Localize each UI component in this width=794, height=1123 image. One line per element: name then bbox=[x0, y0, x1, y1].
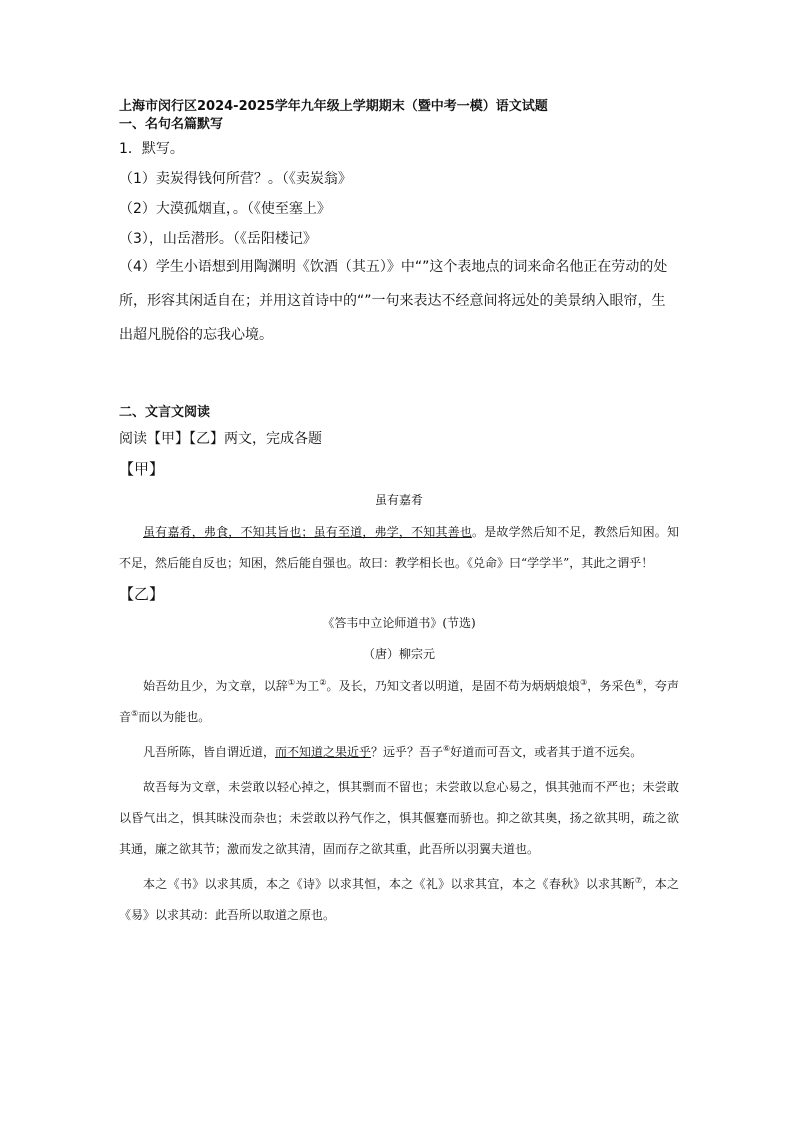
passage-jia-underlined: 虽有嘉肴，弗食，不知其旨也；虽有至道，弗学，不知其善也 bbox=[143, 525, 473, 539]
footnote-marker: ③ bbox=[580, 678, 588, 687]
footnote-marker: ⑥ bbox=[443, 744, 451, 753]
passage-jia-title: 虽有嘉肴 bbox=[374, 493, 423, 507]
passage-yi-paragraph-1 bbox=[119, 671, 679, 733]
document-content bbox=[119, 98, 679, 931]
footnote-marker: ⑤ bbox=[131, 709, 139, 718]
text-span: 为工 bbox=[295, 679, 320, 693]
passage-jia-mark: 【甲】 bbox=[119, 460, 165, 478]
text-span: ，夸声音 bbox=[119, 679, 679, 724]
passage-yi-title: 《答韦中立论师道书》(节选) bbox=[322, 616, 476, 630]
footnote-marker: ④ bbox=[635, 678, 643, 687]
passage-yi-paragraph-4 bbox=[119, 869, 679, 931]
text-span: 凡吾所陈，皆自谓近道， bbox=[143, 745, 276, 759]
section-heading-classical-reading: 二、文言文阅读 bbox=[119, 405, 211, 420]
text-span: 始吾幼且少，为文章，以辞 bbox=[143, 679, 288, 693]
question-1-item-1: （1）卖炭得钱何所营？。（《卖炭翁》 bbox=[119, 171, 352, 187]
question-1-item-2: （2）大漠孤烟直，。（《使至塞上》 bbox=[119, 201, 331, 217]
section-heading-dictation: 一、名句名篇默写 bbox=[119, 117, 224, 132]
reading-instruction: 阅读【甲】【乙】两文，完成各题 bbox=[119, 431, 322, 447]
question-1-item-3: （3），山岳潜形。（《岳阳楼记》 bbox=[119, 231, 317, 247]
passage-yi-paragraph-2 bbox=[119, 737, 679, 768]
passage-jia-rest: 。是故学然后知不足，教然后知困。知不足，然后能自反也；知困，然后能自强也。故曰：教学相长也。《兑命》曰“学学半”，其此之谓乎！ bbox=[119, 525, 679, 570]
text-span: 而以为能也。 bbox=[138, 710, 211, 724]
text-span: ，务采色 bbox=[587, 679, 636, 693]
text-span: ，本之《易》以求其动：此吾所以取道之原也。 bbox=[119, 877, 680, 922]
question-1-item-4: （4）学生小语想到用陶渊明《饮酒（其五）》中“”这个表地点的词来命名他正在劳动的处所，形容其闲适自在；并用这首诗中的“”一句来表达不经意间将远处的美景纳入眼帘，生出超凡脱俗的忘我心境。 bbox=[119, 259, 668, 343]
passage-yi-author: （唐）柳宗元 bbox=[362, 647, 435, 661]
text-span: 好道而可吾文，或者其于道不远矣。 bbox=[450, 745, 643, 759]
document-title: 上海市闵行区2024-2025学年九年级上学期期末（暨中考一模）语文试题 bbox=[119, 99, 548, 114]
passage-yi-paragraph-3: 故吾每为文章，未尝敢以轻心掉之，惧其剽而不留也；未尝敢以怠心易之，惧其弛而不严也；未尝敢以昏气出之，惧其昧没而杂也；未尝敢以矜气作之，惧其偃蹇而骄也。抑之欲其奥，扬之欲其明，疏之欲其通，廉之欲其节；激而发之欲其清，固而存之欲其重，此吾所以羽翼夫道也。 bbox=[119, 780, 679, 856]
passage-yi-underlined: 而不知道之果近乎 bbox=[275, 745, 372, 759]
text-span: ？远乎？吾子 bbox=[371, 745, 444, 759]
passage-jia-text bbox=[119, 517, 679, 579]
footnote-marker: ① bbox=[287, 678, 296, 687]
question-1-label: 1．默写。 bbox=[119, 141, 184, 157]
footnote-marker: ② bbox=[319, 678, 327, 687]
text-span: 本之《书》以求其质，本之《诗》以求其恒，本之《礼》以求其宜，本之《春秋》以求其断 bbox=[143, 877, 635, 891]
text-span: 。及长，乃知文者以明道，是固不苟为炳炳烺烺 bbox=[326, 679, 581, 693]
passage-yi-mark: 【乙】 bbox=[119, 585, 165, 603]
footnote-marker: ⑦ bbox=[634, 876, 643, 885]
